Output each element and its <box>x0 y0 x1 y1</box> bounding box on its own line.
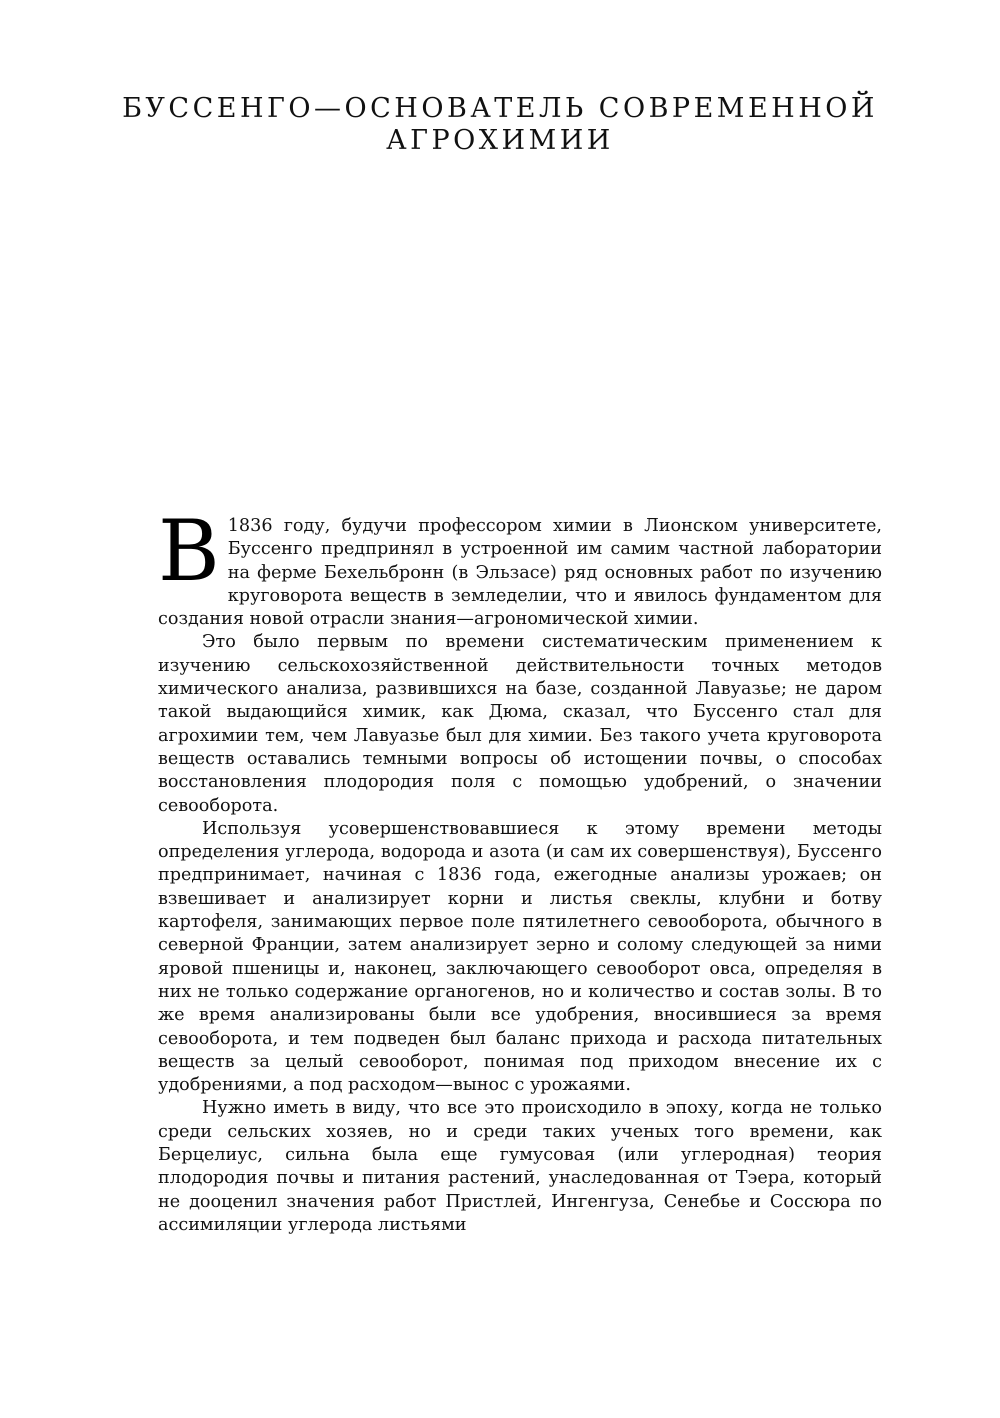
chapter-body <box>158 502 882 1237</box>
chapter-title-line-2: АГРОХИМИИ <box>386 125 614 156</box>
chapter-title-line-1: БУССЕНГО—ОСНОВАТЕЛЬ СОВРЕМЕННОЙ <box>122 93 878 124</box>
drop-cap: В <box>158 502 220 600</box>
paragraph-2: Это было первым по времени систематическим применением к изучению сельскохозяйственной действительности точных методов химического анализа, развившихся на базе, созданной Лавуазье; не даром такой выдающийся химик, как Дюма, сказал, что Буссенго стал для агрохимии тем, чем Лавуазье был для химии. Без такого учета круговорота веществ оставались темными вопросы об истощении почвы, о способах восстановления плодородия поля с помощью удобрений, о значении севооборота. <box>158 632 882 816</box>
paragraph-4: Нужно иметь в виду, что все это происходило в эпоху, когда не только среди сельских хозяев, но и среди таких ученых того времени, как Берцелиус, сильна была еще гумусовая (или углеродная) теория плодородия почвы и питания растений, унаследованная от Тэера, который не дооценил значения работ Пристлей, Ингенгуза, Сенебье и Соссюра по ассимиляции углерода листьями <box>158 1098 882 1235</box>
paragraph-1-text: 1836 году, будучи профессором химии в Лионском университете, Буссенго предпринял в устроенной им самим частной лаборатории на ферме Бехельбронн (в Эльзасе) ряд основных работ по изучению круговорота веществ в земледелии, что и явилось фундаментом для создания новой отрасли знания—агрономической химии. <box>158 516 882 630</box>
chapter-title <box>100 93 900 157</box>
paragraph-1 <box>158 502 882 631</box>
paragraph-3: Используя усовершенствовавшиеся к этому времени методы определения углерода, водорода и азота (и сам их совершенствуя), Буссенго предпринимает, начиная с 1836 года, ежегодные анализы урожаев; он взвешивает и анализирует корни и листья свеклы, клубни и ботву картофеля, занимающих первое поле пятилетнего севооборота, обычного в северной Франции, затем анализирует зерно и солому следующей за ними яровой пшеницы и, наконец, заключающего севооборот овса, определяя в них не только содержание органогенов, но и количество и состав золы. В то же время анализированы были все удобрения, вносившиеся за время севооборота, и тем подведен был баланс прихода и расхода питательных веществ за целый севооборот, понимая под приходом внесение их с удобрениями, а под расходом—вынос с урожаями. <box>158 818 882 1096</box>
